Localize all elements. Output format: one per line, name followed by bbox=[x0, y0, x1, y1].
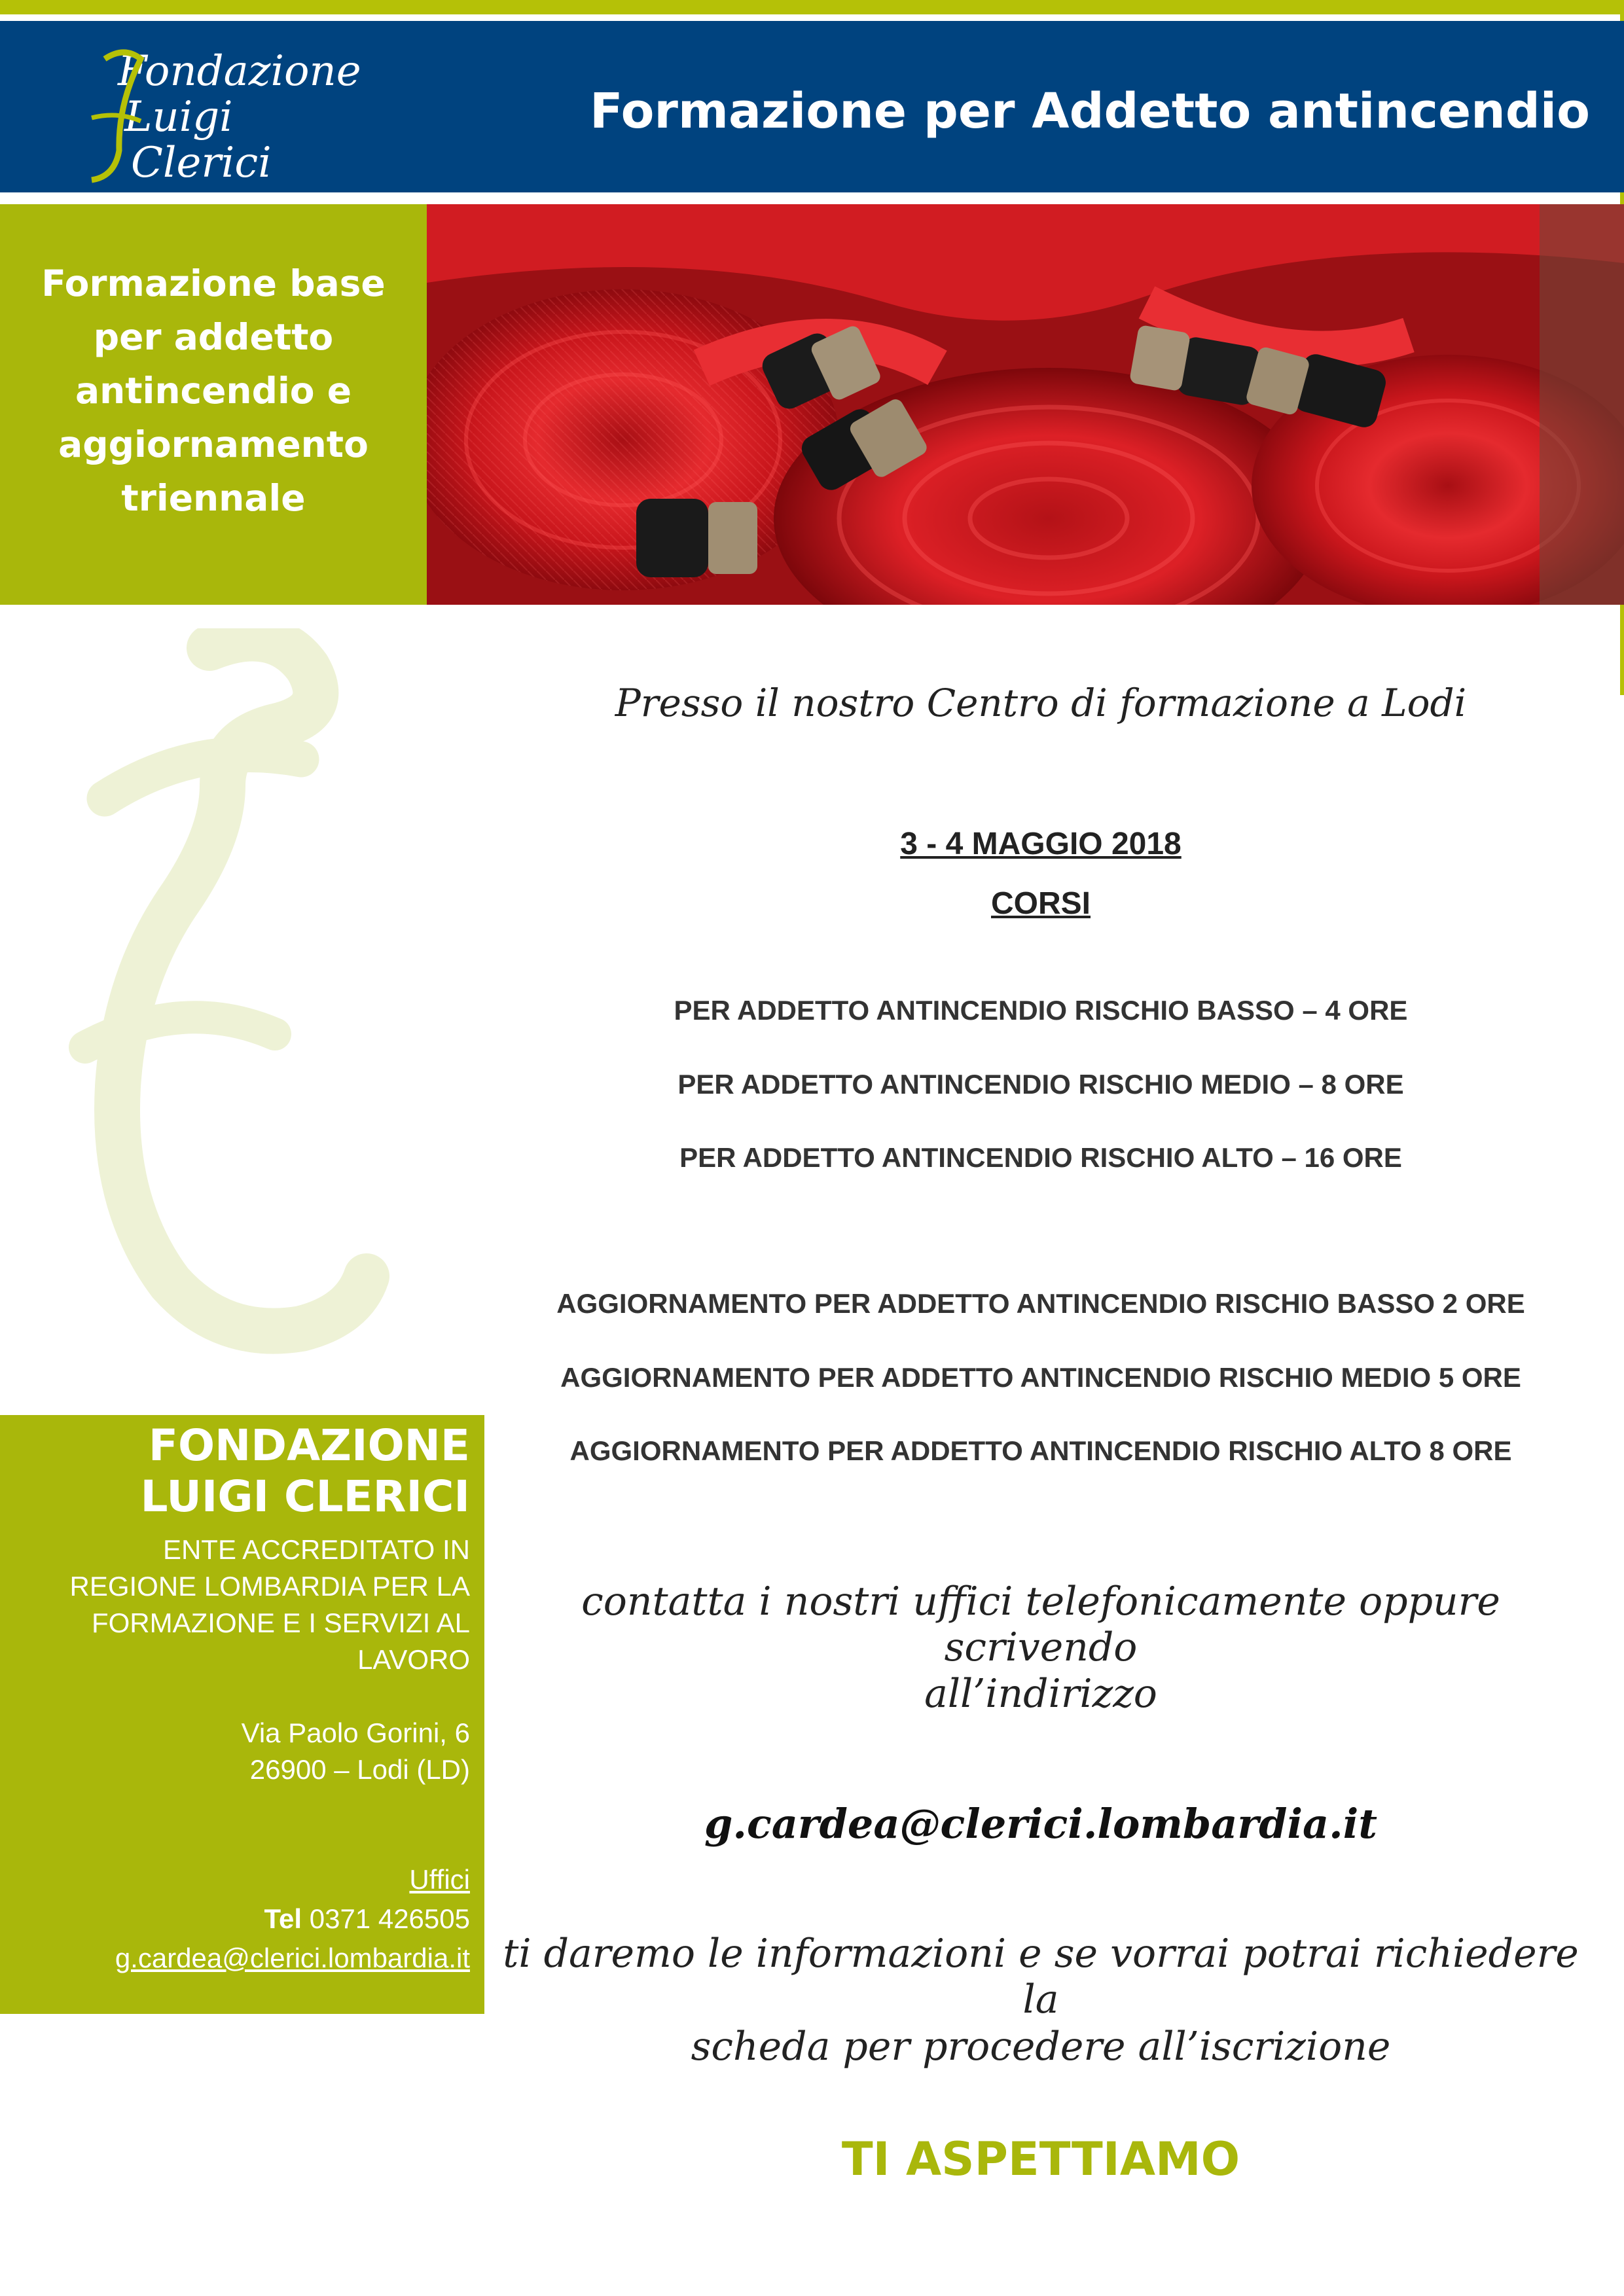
sidebar-title-line1: FONDAZIONE bbox=[148, 1420, 470, 1471]
course-item: PER ADDETTO ANTINCENDIO RISCHIO BASSO – 4 ORE bbox=[674, 995, 1408, 1026]
sidebar-title-line2: LUIGI CLERICI bbox=[140, 1471, 470, 1522]
page-title: Formazione per Addetto antincendio bbox=[590, 83, 1590, 139]
closing-text: TI ASPETTIAMO bbox=[841, 2132, 1240, 2186]
sidebar-email-link[interactable]: g.cardea@clerici.lombardia.it bbox=[115, 1943, 470, 1973]
courses-heading: CORSI bbox=[990, 886, 1091, 921]
top-accent-line bbox=[0, 0, 1624, 14]
accreditation-text bbox=[0, 1532, 470, 1678]
contact-text-line1: contatta i nostri uffici telefonicamente oppure scrivendo bbox=[581, 1579, 1500, 1670]
tel-number[interactable]: 0371 426505 bbox=[309, 1903, 470, 1934]
logo-flourish-bar bbox=[92, 115, 141, 121]
info-text-line1: ti daremo le informazioni e se vorrai potrai richiedere la bbox=[503, 1931, 1579, 2022]
logo-line-1: Fondazione bbox=[118, 47, 361, 96]
main-email-link[interactable]: g.cardea@clerici.lombardia.it bbox=[704, 1800, 1377, 1848]
course-dates: 3 - 4 MAGGIO 2018 bbox=[900, 827, 1182, 861]
accreditation-line: FORMAZIONE E I SERVIZI AL bbox=[91, 1607, 470, 1638]
fire-hoses-photo bbox=[427, 204, 1624, 605]
location-line: Presso il nostro Centro di formazione a Lodi bbox=[615, 681, 1467, 725]
offices-label: Uffici bbox=[409, 1864, 470, 1895]
update-course-item: AGGIORNAMENTO PER ADDETTO ANTINCENDIO RISCHIO ALTO 8 ORE bbox=[569, 1435, 1512, 1466]
offices-contact bbox=[0, 1860, 470, 1978]
contact-sidebar bbox=[0, 1415, 484, 2014]
contact-text-line2: all’indirizzo bbox=[924, 1671, 1157, 1717]
fondazione-logo bbox=[79, 33, 406, 190]
page-header bbox=[0, 21, 1624, 192]
course-item: PER ADDETTO ANTINCENDIO RISCHIO MEDIO – 8 ORE bbox=[677, 1069, 1404, 1100]
phone-line bbox=[0, 1899, 470, 1939]
accreditation-line: REGIONE LOMBARDIA PER LA bbox=[69, 1571, 470, 1602]
course-item: PER ADDETTO ANTINCENDIO RISCHIO ALTO – 16 ORE bbox=[679, 1142, 1402, 1173]
address-city: 26900 – Lodi (LD) bbox=[249, 1754, 470, 1785]
intro-text: Formazione base per addetto antincendio e aggiornamento triennale bbox=[41, 262, 386, 519]
intro-box bbox=[0, 204, 427, 605]
update-course-item: AGGIORNAMENTO PER ADDETTO ANTINCENDIO RISCHIO BASSO 2 ORE bbox=[556, 1288, 1525, 1319]
update-course-item: AGGIORNAMENTO PER ADDETTO ANTINCENDIO RISCHIO MEDIO 5 ORE bbox=[560, 1362, 1521, 1393]
logo-line-2: Luigi bbox=[124, 93, 233, 141]
logo-watermark bbox=[26, 628, 393, 1394]
hose-coupling bbox=[636, 499, 757, 577]
info-text-line2: scheda per procedere all’iscrizione bbox=[691, 2024, 1391, 2070]
accreditation-line: LAVORO bbox=[357, 1644, 470, 1675]
tel-label: Tel bbox=[264, 1903, 302, 1934]
address-street: Via Paolo Gorini, 6 bbox=[241, 1717, 470, 1748]
address bbox=[0, 1715, 470, 1788]
accreditation-line: ENTE ACCREDITATO IN bbox=[162, 1534, 470, 1565]
logo-line-3: Clerici bbox=[131, 139, 272, 187]
